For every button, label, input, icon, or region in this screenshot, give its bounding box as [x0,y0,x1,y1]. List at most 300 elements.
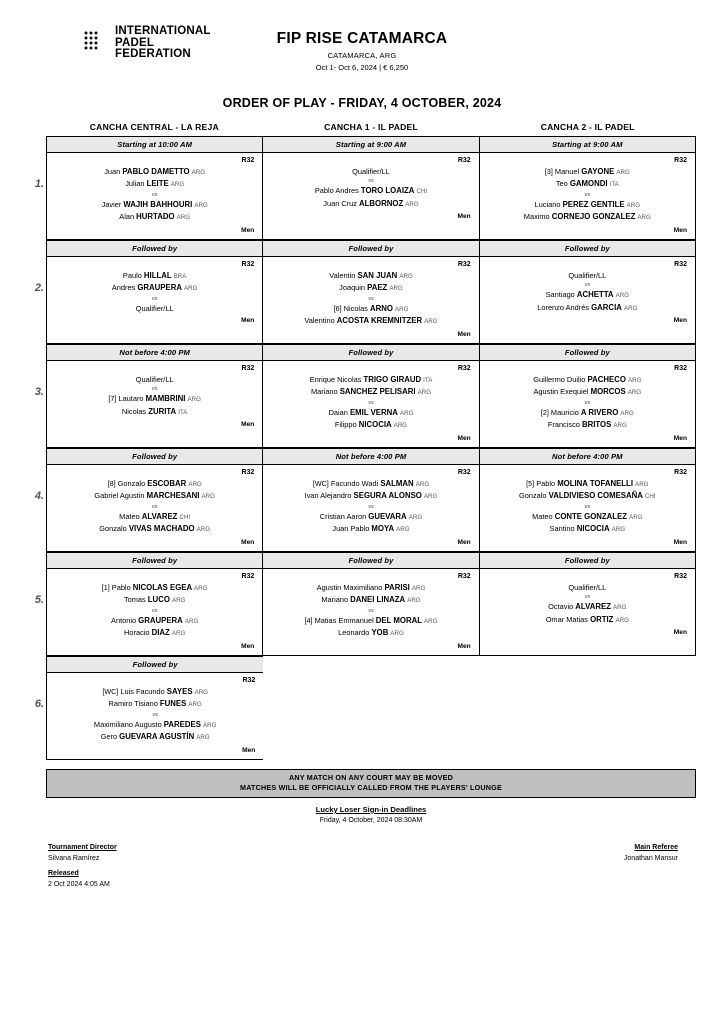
player-last-name: TRIGO GIRAUD [363,375,422,384]
player-last-name: MOLINA TOFANELLI [557,479,633,488]
match-time-banner: Starting at 9:00 AM [480,137,695,153]
player-seed: [8] [107,479,116,488]
player-last-name: EMIL VERNA [349,407,398,417]
player-line [55,199,254,211]
schedule-round-row [34,136,696,240]
match-cell[interactable] [46,552,262,656]
team-1 [55,166,254,191]
player-country: ARG [389,285,403,293]
lucky-loser-title: Lucky Loser Sign-in Deadlines [315,805,427,814]
team-2 [488,407,687,432]
player-country: ARG [613,422,627,430]
round-label: R32 [457,573,471,580]
lucky-loser-deadline: Friday, 4 October, 2024 08:30AM [319,817,423,824]
match-details [480,569,695,655]
padel-logo-icon [80,28,108,58]
team-1 [271,270,470,295]
player-country: ARG [405,200,419,208]
player-last-name: GARCIA [591,302,622,312]
match-details [480,153,695,239]
player-first-name: Mauricio [550,407,579,417]
player-line [488,386,687,398]
match-details [47,465,262,551]
player-country: ARG [626,201,641,209]
player-first-name: Ivan Alejandro [304,491,352,501]
player-country: ARG [196,734,210,742]
player-line [55,282,254,294]
player-last-name: ALBORNOZ [359,198,404,208]
player-line [488,178,687,190]
match-time-banner: Followed by [263,241,478,257]
player-line [55,523,254,535]
player-last-name: MAMBRINI [145,394,186,404]
team-1 [488,166,687,191]
player-first-name: Omar Matias [545,614,588,624]
player-country: CHI [179,513,191,521]
signoff-row [28,842,696,890]
round-label: R32 [457,157,471,164]
player-line [55,698,255,710]
player-seed: [3] [544,167,553,176]
court-header-2: CANCHA 2 - IL PADEL [540,122,635,132]
schedule-round-row [34,656,696,760]
player-last-name: MARCHESANI [146,491,200,501]
team-2 [55,615,254,640]
match-category: Men [241,642,255,650]
player-line [271,511,470,523]
match-cell[interactable] [262,240,478,344]
schedule-round-row [34,240,696,344]
match-time-banner: Followed by [480,553,695,569]
player-country: ARG [191,169,206,176]
team-1 [488,478,687,503]
round-number: 6. [34,698,44,710]
match-cell[interactable] [46,656,263,760]
match-cell[interactable] [479,448,696,552]
player-first-name: Facundo Wadi [330,479,379,488]
player-line [271,407,470,419]
player-seed: [7] [108,394,117,404]
versus-label: vs [368,607,374,614]
player-country: ARG [202,721,217,729]
player-last-name: BRITOS [581,420,612,430]
team-1 [271,166,470,177]
team-1 [271,478,470,503]
player-line [55,511,254,523]
released-label: Released [48,870,79,877]
team-2 [488,199,687,224]
player-first-name: Octavio [548,602,574,612]
schedule-grid [28,136,696,760]
court-header-row [28,122,696,132]
match-details [263,153,478,239]
match-cell[interactable] [479,552,696,656]
player-first-name: Andres [111,283,136,293]
tournament-director-block [48,842,117,890]
player-line [55,374,254,385]
player-first-name: Enrique Nicolas [309,375,362,384]
round-label: R32 [241,261,255,268]
match-time-banner: Starting at 10:00 AM [47,137,262,153]
player-country: ARG [615,292,630,300]
team-2 [55,303,254,314]
player-line [271,594,470,606]
match-cell[interactable] [46,240,262,344]
player-line [55,178,254,190]
match-category: Men [241,226,255,234]
match-cell[interactable] [46,136,262,240]
team-2 [271,407,470,432]
player-country: ARG [184,285,198,293]
player-country: ARG [407,597,421,605]
player-last-name: DANEI LINAZA [350,595,406,605]
player-country: ARG [620,409,634,417]
player-line [488,289,687,301]
player-last-name: HILLAL [143,271,172,280]
team-2 [55,393,254,418]
player-first-name: Filippo [334,420,357,430]
match-details [47,361,262,447]
match-cell[interactable] [479,240,696,344]
player-last-name: SALMAN [380,479,414,488]
player-last-name: NICOCIA [576,524,610,534]
empty-slot [263,656,479,760]
player-line [271,374,470,386]
team-1 [55,270,254,295]
team-1 [55,582,254,607]
player-country: ARG [196,526,211,534]
player-seed: [2] [540,407,549,417]
round-label: R32 [241,365,255,372]
team-1 [55,686,255,711]
player-first-name: Julian [125,179,145,189]
player-last-name: ORTIZ [590,614,614,624]
player-line [55,719,255,731]
player-last-name: VALDIVIESO COMESAÑA [548,491,643,501]
player-country: ARG [184,617,199,625]
player-first-name: Maximiliano Augusto [93,719,162,729]
player-line [271,282,470,294]
player-country: ARG [424,318,438,326]
match-time-banner: Followed by [480,241,695,257]
player-line [271,198,470,210]
match-cell[interactable] [46,344,262,448]
player-line [488,511,687,523]
match-details [480,465,695,551]
qualifier-label: Qualifier/LL [352,167,390,176]
player-line [55,406,254,418]
player-last-name: ZURITA [148,406,177,416]
match-cell[interactable] [262,448,478,552]
player-line [271,303,470,315]
player-first-name: Tomas [123,595,146,605]
match-details [47,569,262,655]
match-details [47,257,262,343]
player-last-name: A RIVERO [580,407,619,417]
player-last-name: NICOCIA [358,420,392,430]
player-country: ARG [415,481,430,488]
player-last-name: LEITE [146,179,169,189]
round-label: R32 [457,365,471,372]
match-time-banner: Starting at 9:00 AM [263,137,478,153]
round-label: R32 [241,157,255,164]
match-category: Men [673,226,687,234]
court-header-0: CANCHA CENTRAL - LA REJA [89,122,219,132]
match-details [480,257,695,343]
versus-label: vs [584,503,591,510]
player-line [55,270,254,282]
player-first-name: Matias Emmanuel [314,615,374,625]
player-country: ARG [394,305,409,313]
team-1 [55,374,254,385]
team-2 [271,511,470,536]
match-details [263,569,478,655]
player-last-name: PARISI [384,583,410,592]
match-category: Men [457,538,471,546]
player-line [271,478,470,490]
match-cell[interactable] [263,656,479,760]
match-category: Men [242,746,256,754]
player-line [271,490,470,502]
player-country: ARG [170,181,185,189]
player-country: CHI [416,188,428,196]
round-label: R32 [674,365,687,372]
director-label: Tournament Director [48,844,117,851]
player-line [271,615,470,627]
player-country: ARG [176,214,191,222]
player-first-name: Pablo [111,583,131,592]
player-country: ARG [616,169,630,176]
player-last-name: PABLO DAMETTO [122,167,190,176]
player-seed: [4] [304,615,313,625]
player-first-name: Pablo Andres [314,186,359,196]
versus-label: vs [584,282,591,289]
match-time-banner: Followed by [47,657,263,673]
player-line [488,374,687,386]
player-first-name: Agustin Maximiliano [316,583,383,592]
player-line [488,582,687,593]
match-cell[interactable] [46,448,262,552]
match-details [480,361,695,447]
round-number: 5. [34,594,44,606]
match-cell[interactable] [479,344,696,448]
player-last-name: GUEVARA AGUSTÍN [119,732,195,742]
round-label: R32 [242,677,256,684]
player-first-name: Daian [328,407,348,417]
match-category: Men [457,213,471,221]
player-seed: [WC] [102,687,119,696]
player-country: ITA [178,408,188,416]
player-last-name: LUCO [147,595,170,605]
player-last-name: CORNEJO GONZALEZ [551,212,636,222]
player-country: ARG [390,630,404,638]
player-first-name: Mariano [310,387,338,397]
player-last-name: PAREDES [163,719,201,729]
player-last-name: ESCOBAR [147,479,187,488]
player-first-name: Manuel [554,167,580,176]
player-first-name: Ramiro Tisiano [108,699,158,709]
round-label: R32 [241,469,255,476]
player-last-name: GRAUPERA [137,283,182,293]
order-of-play-heading: ORDER OF PLAY - FRIDAY, 4 OCTOBER, 2024 [222,96,502,110]
player-first-name: Francisco [547,420,580,430]
round-number: 4. [34,490,44,502]
player-last-name: PACHECO [587,375,626,384]
page-title: FIP RISE CATAMARCA [276,30,448,47]
player-country: ARG [623,304,638,312]
movement-notice [46,769,696,798]
player-line [55,615,254,627]
round-label: R32 [457,469,471,476]
player-country: ARG [408,513,423,521]
round-label: R32 [674,573,687,580]
player-first-name: Maximo [523,212,550,222]
qualifier-label: Qualifier/LL [568,583,607,592]
player-first-name: Pablo [536,479,556,488]
player-line [271,386,470,398]
player-country: ARG [411,585,426,592]
player-last-name: ALVAREZ [141,511,178,521]
match-time-banner: Followed by [263,345,478,361]
player-line [488,523,687,535]
referee-name: Jonathan Mansur [623,855,678,862]
player-country: ARG [637,214,651,222]
match-time-banner: Followed by [480,345,695,361]
player-line [55,731,255,743]
tournament-title-block [228,22,496,72]
player-first-name: Mateo [119,511,140,521]
player-line [55,478,254,490]
player-first-name: Luis Facundo [120,687,165,696]
player-line [55,303,254,314]
versus-label: vs [368,178,374,185]
player-seed: [6] [333,303,342,313]
player-last-name: VIVAS MACHADO [128,524,195,534]
tournament-location: CATAMARCA, ARG [327,51,397,60]
versus-label: vs [368,295,374,302]
player-first-name: Agustin Exequiel [533,387,589,397]
player-first-name: Juan [104,167,121,176]
team-1 [488,582,687,593]
logo-line-1: INTERNATIONAL [115,25,211,37]
qualifier-label: Qualifier/LL [568,271,607,280]
match-category: Men [241,538,255,546]
player-first-name: Juan Cruz [323,198,357,208]
player-country: ARG [629,513,643,521]
federation-logo [28,22,228,61]
match-cell[interactable] [262,344,478,448]
schedule-round-row [34,448,696,552]
team-2 [55,199,254,224]
player-seed: [1] [101,583,110,592]
player-first-name: Valentin [329,271,356,280]
team-2 [55,719,255,744]
player-line [488,270,687,281]
player-first-name: Teo [555,179,568,189]
round-label: R32 [674,157,687,164]
team-2 [271,303,470,328]
player-first-name: Alan [119,212,135,222]
player-country: ARG [393,422,408,430]
player-country: BRA [173,273,187,280]
player-last-name: DEL MORAL [375,615,422,625]
player-line [271,419,470,431]
player-line [55,594,254,606]
player-last-name: GAMONDI [569,179,608,189]
versus-label: vs [584,594,591,601]
match-category: Men [457,434,471,442]
match-time-banner: Followed by [47,241,262,257]
player-first-name: Antonio [111,615,137,625]
player-first-name: Horacio [124,628,150,638]
player-last-name: TORO LOAIZA [360,186,415,196]
player-line [271,166,470,177]
player-country: ITA [423,377,433,384]
player-country: ARG [417,389,432,397]
match-cell[interactable] [262,136,478,240]
player-last-name: ALVAREZ [575,602,611,612]
team-2 [55,511,254,536]
versus-label: vs [151,295,158,302]
player-first-name: Cristian Aaron [319,511,367,521]
team-1 [55,478,254,503]
player-first-name: Nicolas [121,406,147,416]
referee-label: Main Referee [634,844,678,851]
match-category: Men [241,317,255,325]
player-last-name: SAYES [166,687,193,696]
player-line [488,419,687,431]
player-line [271,315,470,327]
player-first-name: Mateo [532,511,553,521]
player-line [271,627,470,639]
match-cell[interactable] [480,656,696,760]
team-2 [488,289,687,314]
notice-line-2: MATCHES WILL BE OFFICIALLY CALLED FROM THE PLAYERS' LOUNGE [240,783,502,792]
player-first-name: Gonzalo [99,524,127,534]
match-time-banner: Followed by [47,553,262,569]
match-category: Men [673,434,687,442]
round-number: 3. [34,386,44,398]
team-1 [271,582,470,607]
player-country: ARG [194,689,208,696]
player-first-name: Paulo [122,271,142,280]
player-last-name: SANCHEZ PELISARI [339,387,416,397]
match-category: Men [457,330,471,338]
player-line [271,582,470,594]
player-country: ARG [171,597,186,605]
player-line [55,582,254,594]
player-country: ARG [188,481,202,488]
player-country: ITA [609,181,619,189]
versus-label: vs [368,399,374,406]
notice-line-1: ANY MATCH ON ANY COURT MAY BE MOVED [288,773,454,782]
player-country: ARG [611,526,626,534]
player-country: ARG [399,409,414,417]
team-2 [488,511,687,536]
round-label: R32 [674,261,687,268]
player-country: ARG [187,396,201,404]
match-details [47,153,262,239]
director-name: Silvana Ramírez [48,855,100,862]
player-last-name: WAJIH BAHHOURI [123,199,193,209]
player-line [55,166,254,178]
player-country: ARG [194,585,208,592]
schedule-round-row [34,344,696,448]
match-cell[interactable] [262,552,478,656]
player-last-name: GUEVARA [368,511,407,521]
match-category: Men [457,642,471,650]
match-cell[interactable] [479,136,696,240]
